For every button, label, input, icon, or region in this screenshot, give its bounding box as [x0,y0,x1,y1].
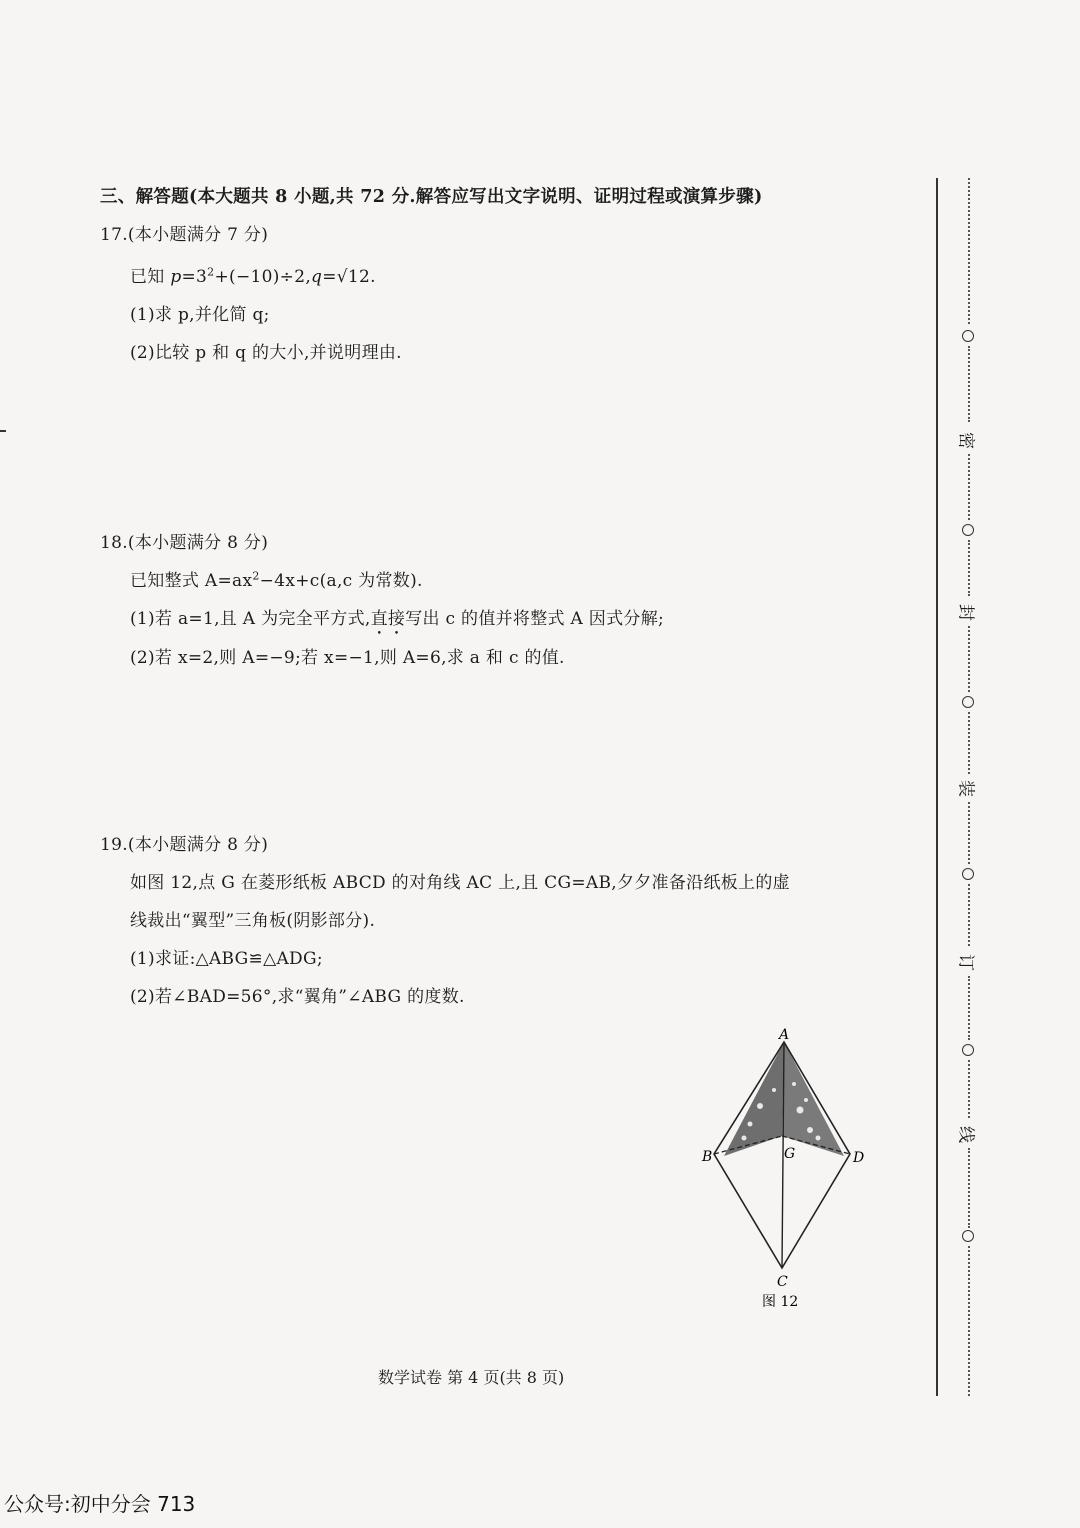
figure-12 [690,1020,880,1320]
binding-dots [968,884,970,946]
label-b: B [702,1149,713,1165]
q18-part1 [130,604,664,639]
binding-circle [962,524,974,536]
binding-circle [962,330,974,342]
binding-dots [968,626,970,692]
q18-stem-a: 已知整式 A=ax [130,571,253,591]
binding-char-feng: 封 [955,604,976,621]
shaded-triangle-abg [724,1042,784,1156]
q19-part2: (2)若∠BAD=56°,求“翼角”∠ABG 的度数. [130,987,465,1007]
section-title: 三、解答题(本大题共 8 小题,共 72 分.解答应写出文字说明、证明过程或演算步骤) [100,187,763,207]
binding-char-zhuang: 装 [955,780,976,797]
binding-circle [962,868,974,880]
q17-stem-p: p [170,267,182,287]
binding-dots [968,178,970,324]
binding-dots [968,454,970,520]
q18-header: 18.(本小题满分 8 分) [100,533,269,553]
binding-circle [962,1044,974,1056]
page-footer: 数学试卷 第 4 页(共 8 页) [378,1368,565,1387]
label-a: A [779,1027,790,1043]
binding-rule [936,178,938,1396]
q17-stem-b: =3 [181,267,208,287]
binding-dots [968,712,970,774]
binding-circle [962,696,974,708]
scan-mark [0,430,6,432]
binding-dots [968,540,970,596]
q18-stem-b: −4x+c(a,c 为常数). [259,571,423,591]
q17-stem-q: q [311,267,323,287]
binding-dots [968,346,970,422]
q17-part2: (2)比较 p 和 q 的大小,并说明理由. [130,343,402,363]
q17-stem-c: +(−10)÷2, [214,267,312,287]
q18-part1-b: 写出 c 的值并将整式 A 因式分解; [405,609,665,629]
binding-dots [968,1148,970,1228]
q17-part1: (1)求 p,并化简 q; [130,305,270,325]
binding-circle [962,1230,974,1242]
q18-stem-sup: 2 [252,569,260,583]
label-d: D [853,1150,865,1166]
q17-header: 17.(本小题满分 7 分) [100,225,269,245]
watermark: 公众号:初中分会 713 [4,1492,196,1516]
q19-header: 19.(本小题满分 8 分) [100,835,269,855]
label-c: C [777,1274,788,1290]
q18-part1-emph: 直接 [370,609,406,629]
binding-char-mi: 密 [955,432,976,449]
q17-stem [130,262,376,287]
binding-dots [968,1060,970,1118]
binding-dots [968,976,970,1040]
binding-char-xian: 线 [955,1126,976,1143]
binding-dots [968,802,970,864]
q17-stem-d: =√12. [322,267,376,287]
q19-stem-line1: 如图 12,点 G 在菱形纸板 ABCD 的对角线 AC 上,且 CG=AB,夕夕准备沿纸板上的虚 [130,873,790,893]
q17-stem-sup: 2 [207,265,215,279]
q19-stem-line2: 线裁出“翼型”三角板(阴影部分). [130,911,376,931]
q18-part2: (2)若 x=2,则 A=−9;若 x=−1,则 A=6,求 a 和 c 的值. [130,648,565,668]
binding-dots [968,1246,970,1396]
binding-char-ding: 订 [955,954,976,971]
figure-caption: 图 12 [762,1294,799,1310]
q18-stem [130,566,423,591]
q18-part1-a: (1)若 a=1,且 A 为完全平方式, [130,609,371,629]
q17-stem-a: 已知 [130,267,171,287]
q19-part1: (1)求证:△ABG≌△ADG; [130,949,323,969]
label-g: G [784,1146,796,1162]
